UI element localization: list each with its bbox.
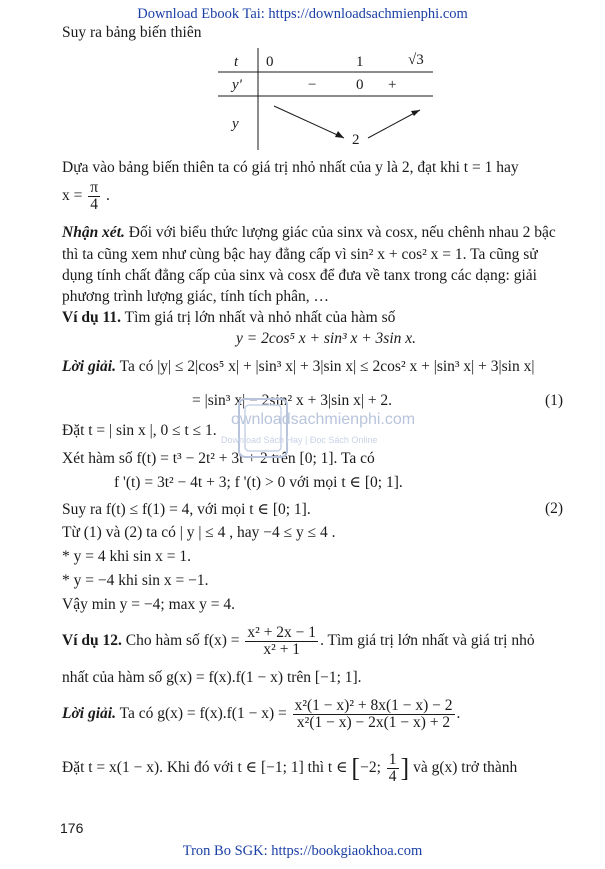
table-t-value: 0: [266, 54, 274, 70]
text-line: dụng tính chất đẳng cấp của sinx và cosx để đưa về tanx trong các dạng: giải: [62, 267, 537, 284]
example-text: Tìm giá trị lớn nhất và nhỏ nhất của hàm số: [121, 309, 396, 326]
text-line: phương trình lượng giác, tính tích phân, …: [62, 288, 329, 305]
watermark-logo-subtext: Download Sách Hay | Đọc Sách Online: [221, 435, 378, 445]
solution-label: Lời giải.: [62, 705, 116, 723]
text-line: [62, 752, 517, 785]
watermark-top: Download Ebook Tai: https://downloadsachmienphi.com: [137, 6, 468, 22]
solution-text: Ta có g(x) = f(x).f(1 − x) =: [115, 705, 287, 723]
text-part: Đặt t = x(1 − x). Khi đó với t ∈ [−1; 1] thì t ∈: [62, 759, 348, 777]
remark-line: [62, 224, 556, 242]
text-line: Đặt t = | sin x |, 0 ≤ t ≤ 1.: [62, 422, 217, 439]
text-line: Từ (1) và (2) ta có | y | ≤ 4 , hay −4 ≤ y ≤ 4 .: [62, 524, 336, 541]
text-line: Vậy min y = −4; max y = 4.: [62, 596, 236, 613]
remark-text: Đối với biểu thức lượng giác của sinx và cosx, nếu chênh nhau 2 bậc: [124, 224, 556, 241]
text-part: và g(x) trở thành: [413, 759, 518, 777]
eq-part: .: [105, 187, 110, 205]
example-label: Ví dụ 12.: [62, 632, 122, 650]
text-line: * y = 4 khi sin x = 1.: [62, 548, 192, 565]
example-text: . Tìm giá trị lớn nhất và giá trị nhỏ: [320, 632, 535, 650]
solution-text: Ta có |y| ≤ 2|cos⁵ x| + |sin³ x| + 3|sin x| ≤ 2cos² x + |sin³ x| + 3|sin x|: [115, 358, 535, 375]
text-line: nhất của hàm số g(x) = f(x).f(1 − x) trên [−1; 1].: [62, 669, 362, 686]
fraction: [88, 180, 100, 213]
variation-table-lines: [218, 46, 433, 150]
example-label: Ví dụ 11.: [62, 309, 122, 326]
table-yp-sign: −: [308, 77, 317, 93]
fraction-den: 4: [388, 768, 397, 785]
watermark-logo-text: ownloadsachmienphi.com: [231, 411, 416, 428]
equation-tag: (1): [545, 392, 564, 409]
table-t-label: t: [234, 54, 239, 70]
fraction: [387, 752, 399, 785]
watermark-bottom: Tron Bo SGK: https://bookgiaokhoa.com: [182, 843, 423, 859]
page-number: 176: [60, 820, 84, 836]
eq-part: x =: [62, 187, 83, 205]
table-yp-label: y': [232, 77, 242, 93]
bracket-open: [: [351, 753, 361, 783]
fraction-num: 1: [388, 751, 397, 768]
solution-label: Lời giải.: [62, 358, 116, 375]
fraction-den: x²(1 − x) − 2x(1 − x) + 2: [296, 714, 451, 731]
text-part: −2;: [360, 759, 381, 777]
text-line: thì ta cũng xem như cùng bậc hay đẳng cấp vì sin² x + cos² x = 1. Ta cũng sử: [62, 246, 538, 263]
table-y-min: 2: [352, 132, 360, 148]
equation-line: f '(t) = 3t² − 4t + 3; f '(t) > 0 với mọi t ∈ [0; 1].: [114, 474, 403, 491]
bracket-close: ]: [400, 753, 410, 783]
table-t-value: √3: [408, 52, 424, 68]
equation-line: y = 2cos⁵ x + sin³ x + 3sin x.: [236, 330, 417, 347]
solution-line: [62, 358, 534, 376]
fraction: [293, 698, 455, 731]
example-text: Cho hàm số f(x) =: [121, 632, 240, 650]
fraction-den: 4: [90, 196, 99, 213]
text-line: Dựa vào bảng biến thiên ta có giá trị nhỏ nhất của y là 2, đạt khi t = 1 hay: [62, 159, 519, 176]
example-line: [62, 309, 395, 327]
text-line: * y = −4 khi sin x = −1.: [62, 572, 209, 589]
table-yp-sign: 0: [356, 77, 364, 93]
text-line: Xét hàm số f(t) = t³ − 2t² + 3t + 2 trên [0; 1]. Ta có: [62, 450, 375, 467]
equation-tag: (2): [545, 500, 564, 517]
table-y-label: y: [232, 116, 239, 132]
fraction-num: π: [90, 179, 99, 196]
equation-line: = |sin³ x| − 2sin² x + 3|sin x| + 2.: [192, 392, 393, 409]
example-line: [62, 625, 535, 658]
table-t-value: 1: [356, 54, 364, 70]
variation-table: [218, 46, 433, 150]
fraction-den: x² + 1: [263, 641, 301, 658]
fraction-num: x²(1 − x)² + 8x(1 − x) − 2: [294, 697, 453, 714]
table-yp-sign: +: [388, 77, 397, 93]
equation-line: [62, 180, 110, 213]
fraction-num: x² + 2x − 1: [247, 624, 317, 641]
solution-line: [62, 698, 460, 731]
fraction: [245, 625, 318, 658]
text-line: Suy ra bảng biến thiên: [62, 24, 202, 41]
text-line: Suy ra f(t) ≤ f(1) = 4, với mọi t ∈ [0; 1].: [62, 501, 311, 518]
solution-text: .: [456, 705, 461, 723]
remark-label: Nhận xét.: [62, 224, 125, 241]
